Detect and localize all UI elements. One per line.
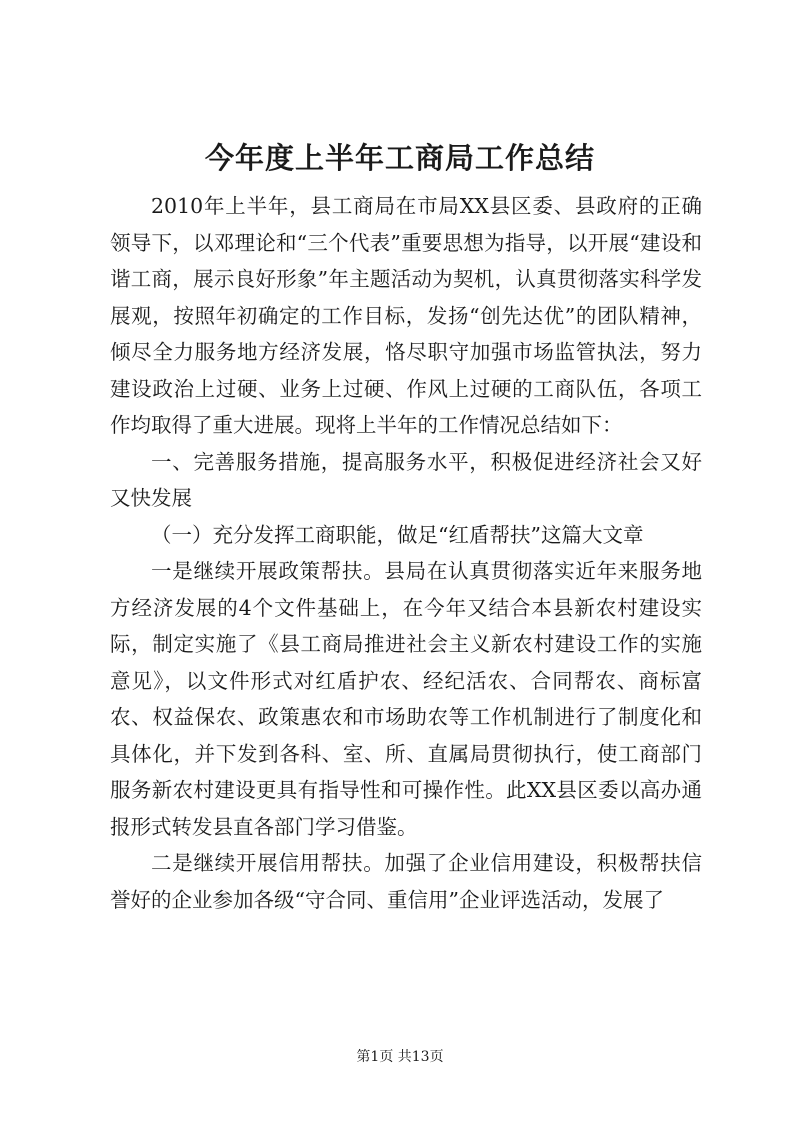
paragraph-credit-support: 二是继续开展信用帮扶。加强了企业信用建设，积极帮扶信誉好的企业参加各级“守合同、重信用”企业评选活动，发展了 bbox=[110, 851, 702, 912]
paragraph-intro: 2010年上半年，县工商局在市局XX县区委、县政府的正确领导下，以邓理论和“三个代表”重要思想为指导，以开展“建设和谐工商，展示良好形象”年主题活动为契机，认真贯彻落实科学发展观，按照年初确定的工作目标，发扬“创先达优”的团队精神，倾尽全力服务地方经济发展，恪尽职守加强市场监管执法，努力建设政治上过硬、业务上过硬、作风上过硬的工商队伍，各项工作均取得了重大进展。现将上半年的工作情况总结如下： bbox=[110, 194, 702, 437]
page-footer: 第1页 共13页 bbox=[356, 1049, 444, 1065]
paragraph-policy-support: 一是继续开展政策帮扶。县局在认真贯彻落实近年来服务地方经济发展的4个文件基础上，在今年又结合本县新农村建设实际，制定实施了《县工商局推进社会主义新农村建设工作的实施意见》，以文件形式对红盾护农、经纪活农、合同帮农、商标富农、权益保农、政策惠农和市场助农等工作机制进行了制度化和具体化，并下发到各科、室、所、直属局贯彻执行，使工商部门服务新农村建设更具有指导性和可操作性。此XX县区委以高办通报形式转发县直各部门学习借鉴。 bbox=[110, 559, 702, 839]
subsection-heading-1: （一）充分发挥工商职能，做足“红盾帮扶”这篇大文章 bbox=[151, 522, 644, 547]
section-heading-1: 一、完善服务措施，提高服务水平，积极促进经济社会又好又快发展 bbox=[110, 449, 702, 510]
document-title: 今年度上半年工商局工作总结 bbox=[204, 141, 595, 175]
document-body bbox=[110, 188, 702, 918]
